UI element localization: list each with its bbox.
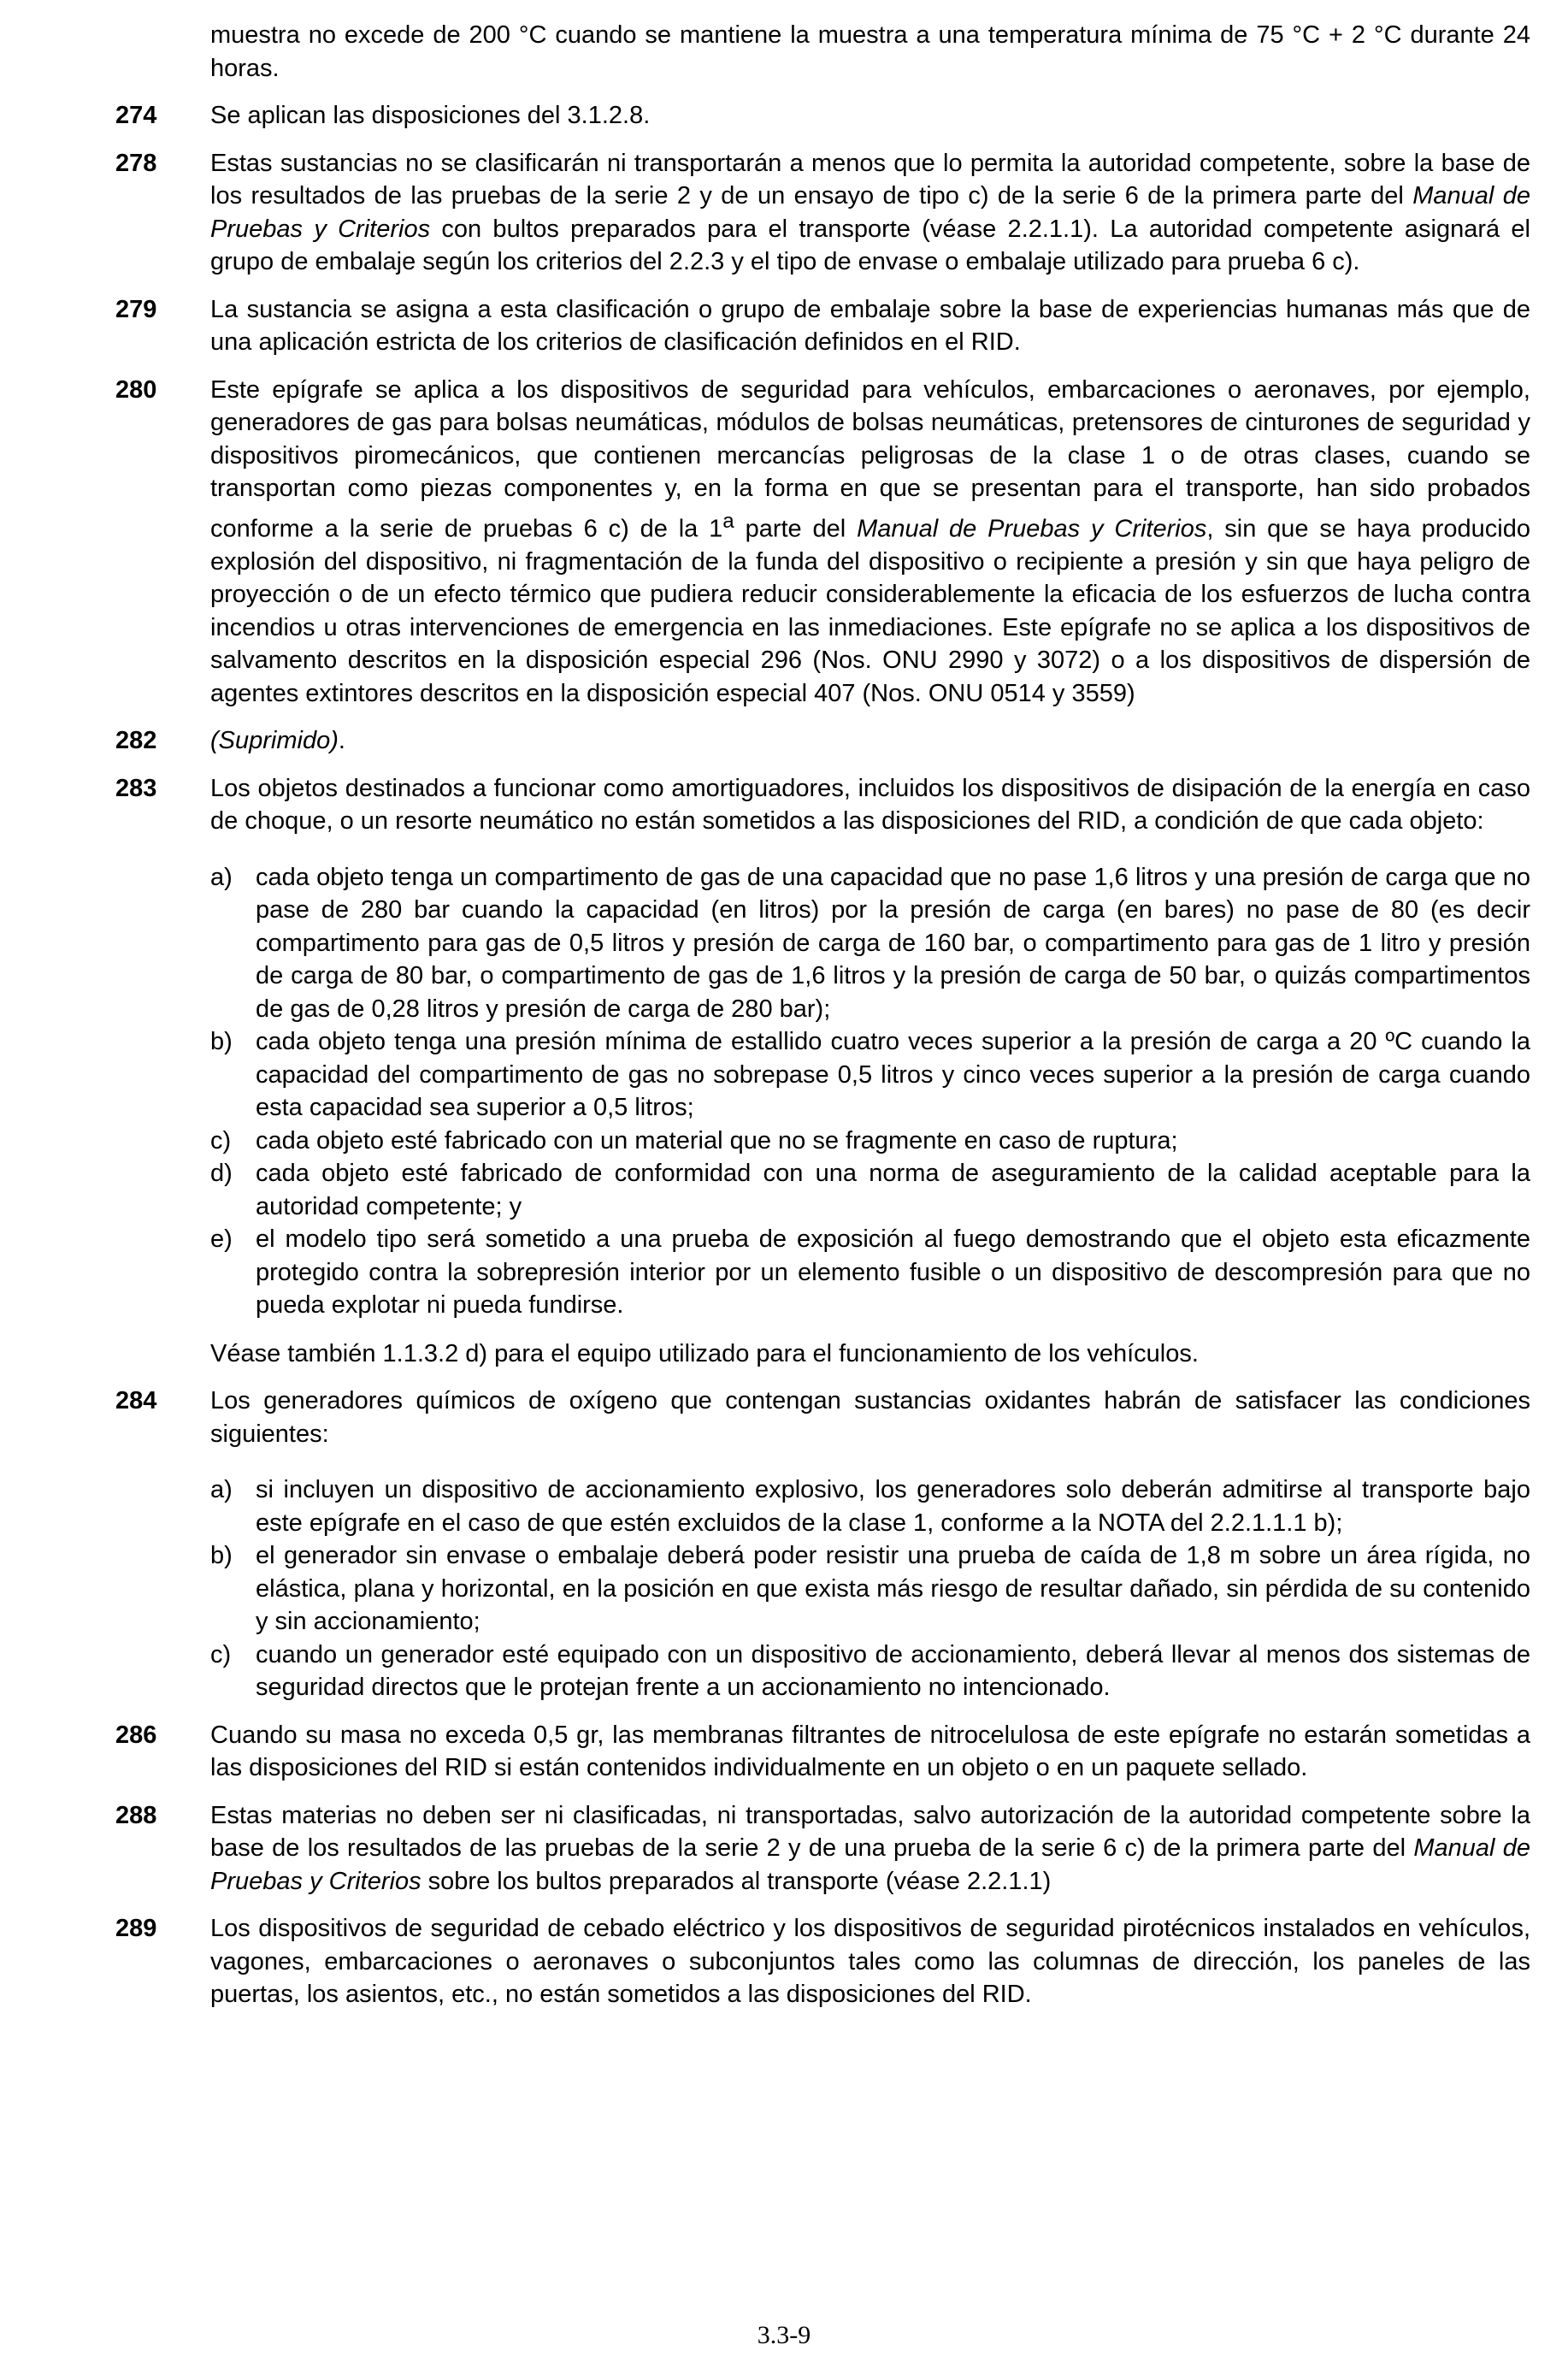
list-item-label: b): [210, 1028, 233, 1056]
provision-note: Véase también 1.1.3.2 d) para el equipo utilizado para el funcionamiento de los vehículos.: [210, 1339, 1199, 1367]
text-segment: .: [338, 727, 345, 755]
provision-283: [115, 772, 1530, 1371]
provision-text: La sustancia se asigna a esta clasificación o grupo de embalaje sobre la base de experiencias humanas más que de una aplicación estricta de los criterios de clasificación definidos en el RID.: [210, 295, 1530, 356]
list-item-label: a): [210, 1476, 233, 1504]
list-item-label: c): [210, 1640, 232, 1668]
list-item-text: el modelo tipo será sometido a una prueba de exposición al fuego demostrando que el objeto esta eficazmente protegido contra la sobrepresión interior por un elemento fusible o un dispositivo de descompresión para que no pueda explotar ni pueda fundirse.: [256, 1225, 1530, 1320]
list-item-label: a): [210, 863, 233, 891]
list-item: [210, 1473, 1530, 1539]
provision-284: [115, 1385, 1530, 1704]
list-item: [210, 1639, 1530, 1704]
provision-274: [115, 99, 1530, 133]
provision-282: [115, 724, 1530, 758]
list-item: [210, 1025, 1530, 1125]
text-segment: Estas sustancias no se clasificarán ni transportarán a menos que lo permita la autoridad competente, sobre la base de los resultados de las pruebas de la serie 2 y de un ensayo de tipo c) de la serie 6 de la primera parte del: [210, 149, 1530, 210]
provision-286: [115, 1719, 1530, 1785]
provision-288: [115, 1799, 1530, 1899]
list-item: [210, 1125, 1530, 1158]
suppressed-label: (Suprimido): [210, 727, 339, 755]
provision-number: 279: [115, 295, 157, 323]
manual-title: Manual de Pruebas y Criterios: [210, 1834, 1530, 1895]
continuation-paragraph: muestra no excede de 200 °C cuando se mantiene la muestra a una temperatura mínima de 75 °C + 2 °C durante 24 horas.: [210, 21, 1530, 82]
list-item-text: cada objeto tenga una presión mínima de estallido cuatro veces superior a la presión de carga a 20 ºC cuando la capacidad del compartimento de gas no sobrepase 0,5 litros y cinco veces superior a la presión de carga cuando esta capacidad sea superior a 0,5 litros;: [256, 1028, 1530, 1122]
provision-279: [115, 293, 1530, 359]
list-item-text: el generador sin envase o embalaje deberá poder resistir una prueba de caída de 1,8 m sobre un área rígida, no elástica, plana y horizontal, en la posición en que exista más riesgo de resultar dañado, sin pérdida de su contenido y sin accionamiento;: [256, 1542, 1530, 1636]
manual-title: Manual de Pruebas y Criterios: [857, 515, 1207, 543]
list-item-label: e): [210, 1225, 233, 1254]
condition-list: [210, 1473, 1530, 1704]
provision-intro: Los generadores químicos de oxígeno que contengan sustancias oxidantes habrán de satisfacer las condiciones siguientes:: [210, 1387, 1530, 1448]
provision-number: 288: [115, 1801, 157, 1829]
list-item-text: cuando un generador esté equipado con un dispositivo de accionamiento, deberá llevar al menos dos sistemas de seguridad directos que le protejan frente a un accionamiento no intencionado.: [256, 1640, 1530, 1702]
manual-title: Manual de Pruebas y Criterios: [210, 182, 1530, 243]
text-segment: parte del: [734, 515, 858, 543]
text-segment: Este epígrafe se aplica a los dispositivos de seguridad para vehículos, embarcaciones o aeronaves, por ejemplo, generadores de gas para bolsas neumáticas, módulos de bolsas neumáticas, pretensores de cinturones de seguridad y dispositivos piromecánicos, que contienen mercancías peligrosas de la clase 1 o de otras clases, cuando se transportan como piezas componentes y, en la forma en que se presentan para el transporte, han sido probados conforme a la serie de pruebas 6 c) de la 1: [210, 375, 1530, 543]
provision-number: 289: [115, 1915, 157, 1943]
provision-number: 278: [115, 149, 157, 177]
provision-text: Se aplican las disposiciones del 3.1.2.8.: [210, 102, 651, 129]
list-item-label: b): [210, 1542, 233, 1570]
list-item-text: cada objeto tenga un compartimento de gas de una capacidad que no pase 1,6 litros y una presión de carga que no pase de 280 bar cuando la capacidad (en litros) por la presión de carga (en bares) no pase de 80 (es decir compartimento para gas de 0,5 litros y presión de carga de 160 bar, o compartimento para gas de 1 litro y presión de carga de 80 bar, o compartimento de gas de 1,6 litros y la presión de carga de 50 bar, o quizás compartimentos de gas de 0,28 litros y presión de carga de 280 bar);: [256, 863, 1530, 1023]
provision-278: [115, 147, 1530, 279]
provision-number: 286: [115, 1721, 157, 1749]
text-segment: Estas materias no deben ser ni clasificadas, ni transportadas, salvo autorización de la autoridad competente sobre la base de los resultados de las pruebas de la serie 2 y de una prueba de la serie 6 c) de la primera parte del: [210, 1801, 1530, 1863]
list-item: [210, 1539, 1530, 1639]
provision-number: 282: [115, 727, 157, 755]
provision-text: Los dispositivos de seguridad de cebado eléctrico y los dispositivos de seguridad pirotécnicos instalados en vehículos, vagones, embarcaciones o aeronaves o subconjuntos tales como las columnas de dirección, los paneles de las puertas, los asientos, etc., no están sometidos a las disposiciones del RID.: [210, 1915, 1530, 2009]
provision-number: 283: [115, 774, 157, 802]
condition-list: [210, 861, 1530, 1322]
provision-text: [210, 1799, 1530, 1899]
text-segment: con bultos preparados para el transporte (véase 2.2.1.1). La autoridad competente asignará el grupo de embalaje según los criterios del 2.2.3 y el tipo de envase o embalaje utilizado para prueba 6 c).: [210, 215, 1530, 275]
provision-number: 280: [115, 375, 157, 404]
text-segment: sobre los bultos preparados al transporte (véase 2.2.1.1): [421, 1867, 1052, 1895]
provision-text: Cuando su masa no exceda 0,5 gr, las membranas filtrantes de nitrocelulosa de este epígrafe no estarán sometidas a las disposiciones del RID si están contenidos individualmente en un objeto o en un paquete sellado.: [210, 1721, 1530, 1782]
list-item-label: c): [210, 1126, 232, 1155]
provision-number: 284: [115, 1387, 157, 1415]
ordinal-superscript: a: [722, 509, 734, 533]
list-item: [210, 1157, 1530, 1223]
page-number: 3.3-9: [757, 2321, 811, 2349]
provision-text: [210, 374, 1530, 711]
list-item-label: d): [210, 1160, 233, 1188]
provision-number: 274: [115, 102, 157, 129]
provision-280: [115, 374, 1531, 711]
provision-text: [210, 724, 1530, 758]
provision-289: [115, 1912, 1530, 2011]
list-item-text: cada objeto esté fabricado con un material que no se fragmente en caso de ruptura;: [256, 1126, 1178, 1155]
list-item-text: si incluyen un dispositivo de accionamiento explosivo, los generadores solo deberán admitirse al transporte bajo este epígrafe en el caso de que estén excluidos de la clase 1, conforme a la NOTA del 2.2.1.1.1 b);: [256, 1476, 1530, 1537]
list-item-text: cada objeto esté fabricado de conformidad con una norma de aseguramiento de la calidad aceptable para la autoridad competente; y: [256, 1160, 1530, 1220]
list-item: [210, 1223, 1530, 1322]
list-item: [210, 861, 1530, 1026]
provision-text: [210, 147, 1530, 279]
provision-intro: Los objetos destinados a funcionar como amortiguadores, incluidos los dispositivos de disipación de la energía en caso de choque, o un resorte neumático no están sometidos a las disposiciones del RID, a condición de que cada objeto:: [210, 774, 1530, 836]
text-segment: , sin que se haya producido explosión del dispositivo, ni fragmentación de la funda del dispositivo o recipiente a presión y sin que haya peligro de proyección o de un efecto térmico que pudiera reducir considerablemente la eficacia de los esfuerzos de lucha contra incendios u otras intervenciones de emergencia en las inmediaciones. Este epígrafe no se aplica a los dispositivos de salvamento descritos en la disposición especial 296 (Nos. ONU 2990 y 3072) o a los dispositivos de dispersión de agentes extintores descritos en la disposición especial 407 (Nos. ONU 0514 y 3559): [210, 515, 1531, 707]
